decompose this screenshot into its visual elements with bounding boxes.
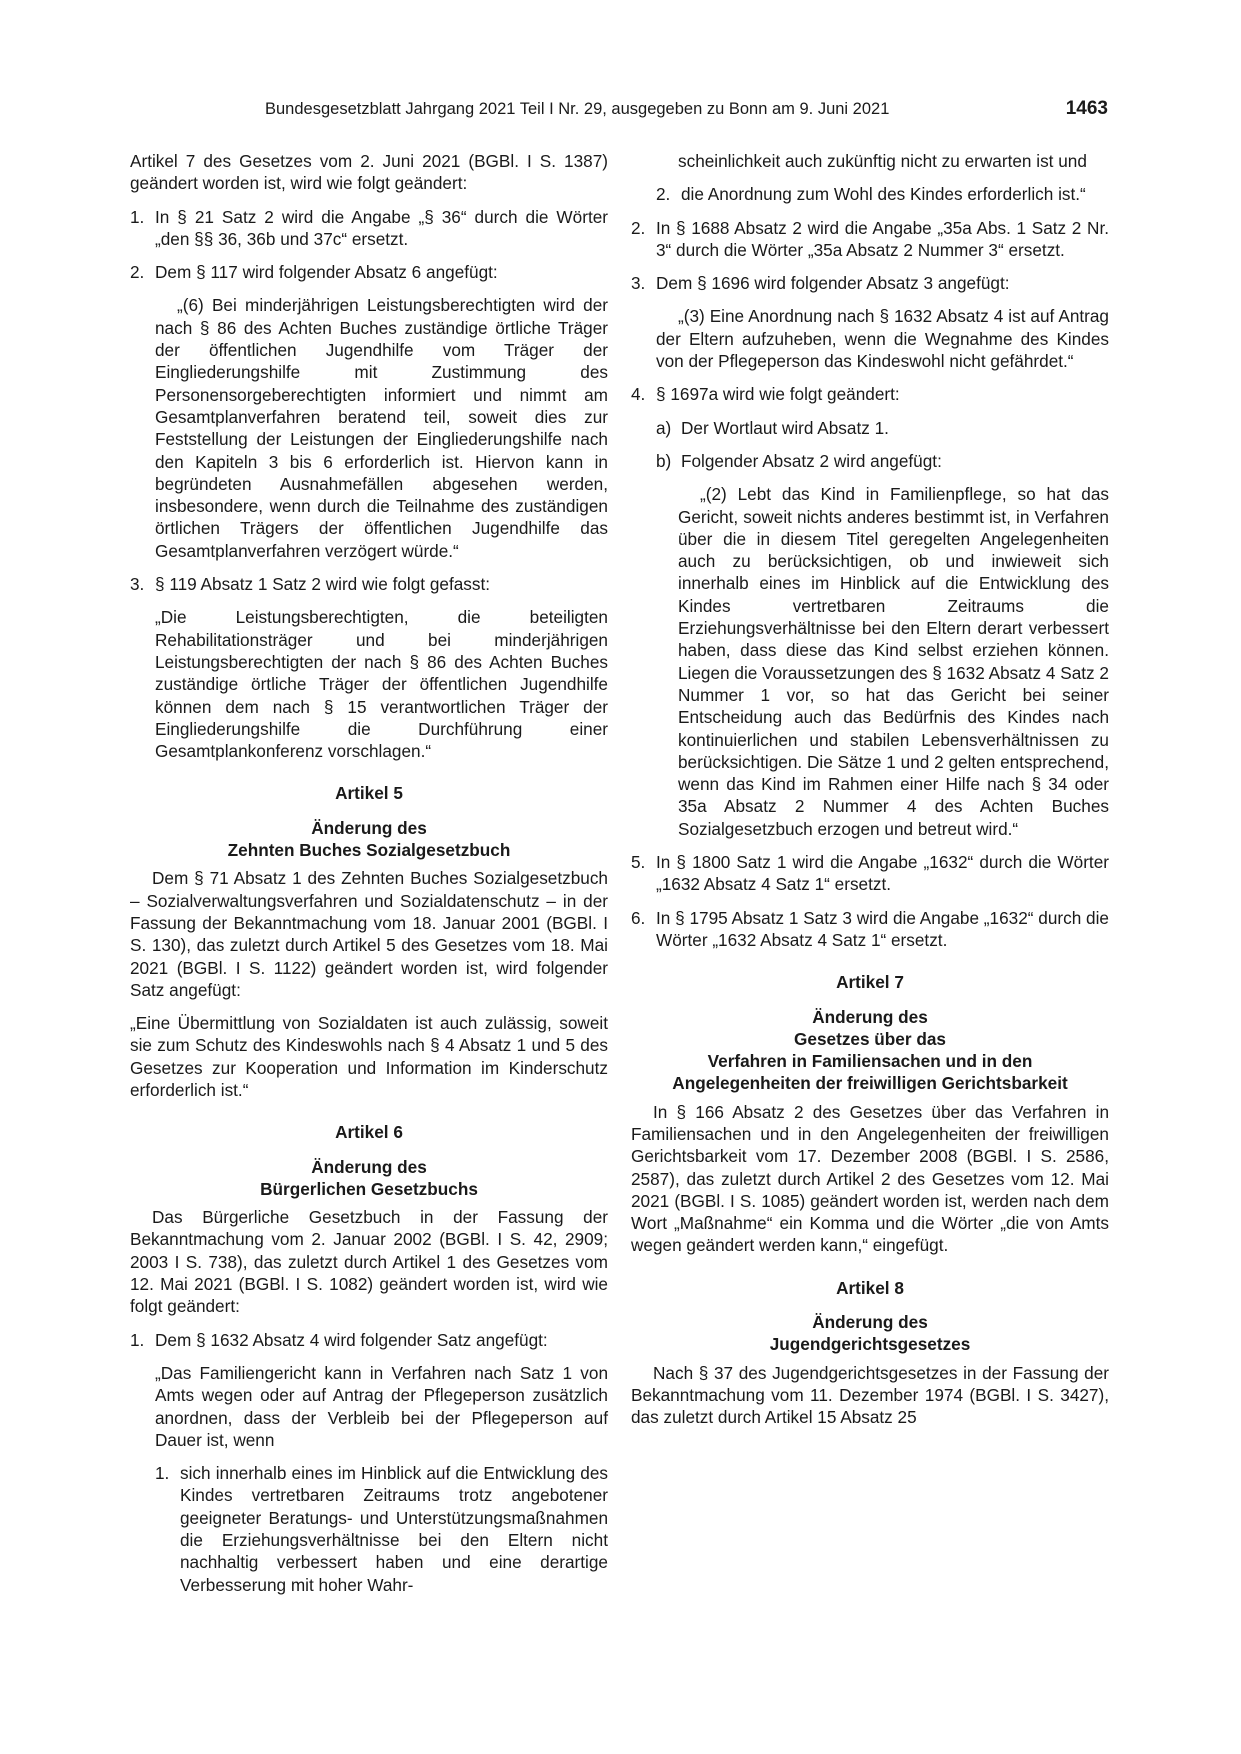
article-title: Jugendgerichtsgesetzes bbox=[769, 1334, 971, 1355]
article-title: Änderung des bbox=[812, 1312, 928, 1333]
list-item: 2. Dem § 117 wird folgender Absatz 6 angefügt: bbox=[130, 262, 498, 283]
running-header: Bundesgesetzblatt Jahrgang 2021 Teil I Nr. 29, ausgegeben zu Bonn am 9. Juni 2021 bbox=[265, 100, 890, 118]
article-body: Dem § 71 Absatz 1 des Zehnten Buches Sozialgesetzbuch – Sozialverwaltungsverfahren und Sozialdatenschutz – in der Fassung der Bekanntmachung vom 18. Januar 2001 (BGBl. I S. 130), das zuletzt durch Artikel 5 des Gesetzes vom 18. Mai 2021 (BGBl. I S. 1122) geändert worden ist, wird folgender Satz angefügt: bbox=[130, 868, 608, 1000]
article-heading: Artikel 7 bbox=[836, 972, 904, 993]
quoted-paragraph: „Das Familiengericht kann in Verfahren nach Satz 1 von Amts wegen oder auf Antrag der Pflegeperson zusätzlich anordnen, dass der Verbleib bei der Pflegeperson auf Dauer ist, wenn bbox=[155, 1362, 608, 1450]
article-title: Gesetzes über das bbox=[794, 1028, 946, 1049]
article-heading: Artikel 8 bbox=[836, 1277, 904, 1298]
list-item: 1. sich innerhalb eines im Hinblick auf die Entwicklung des Kindes vertretbaren Zeitraums trotz angebotener geeigneter Beratungs- und Unterstützungsmaßnahmen die Erziehungsverhältnisse bei den Eltern nicht nachhaltig verbessert haben und eine derartige Verbesserung mit hoher Wahr- bbox=[155, 1463, 608, 1595]
quoted-paragraph: „Die Leistungsberechtigten, die beteiligten Rehabilitationsträger und bei minderjährigen Leistungsberechtigten der nach § 86 des Achten Buches zuständige örtliche Träger der öffentlichen Jugendhilfe können dem nach § 15 verantwortlichen Träger der Eingliederungshilfe die Durchführung einer Gesamtplankonferenz vorschlagen.“ bbox=[155, 607, 608, 762]
article-heading: Artikel 6 bbox=[335, 1122, 403, 1143]
left-column bbox=[130, 150, 608, 1607]
article-title: Änderung des bbox=[311, 1156, 427, 1177]
article-title: Zehnten Buches Sozialgesetzbuch bbox=[227, 840, 511, 861]
article-title: Verfahren in Familiensachen und in den bbox=[707, 1051, 1033, 1072]
page-number: 1463 bbox=[1065, 98, 1108, 119]
list-item: 2. In § 1688 Absatz 2 wird die Angabe „35a Abs. 1 Satz 2 Nr. 3“ durch die Wörter „35a Absatz 2 Nummer 3“ ersetzt. bbox=[631, 217, 1109, 260]
article-title: Änderung des bbox=[311, 817, 427, 838]
article-body: Das Bürgerliche Gesetzbuch in der Fassung der Bekanntmachung vom 2. Januar 2002 (BGBl. I S. 42, 2909; 2003 I S. 738), das zuletzt durch Artikel 1 des Gesetzes vom 12. Mai 2021 (BGBl. I S. 1082) geändert worden ist, wird wie folgt geändert: bbox=[130, 1207, 608, 1317]
list-item: 6. In § 1795 Absatz 1 Satz 3 wird die Angabe „1632“ durch die Wörter „1632 Absatz 4 Satz 1“ ersetzt. bbox=[631, 907, 1109, 950]
list-item: a) Der Wortlaut wird Absatz 1. bbox=[656, 417, 889, 438]
article-body: In § 166 Absatz 2 des Gesetzes über das Verfahren in Familiensachen und in den Angelegenheiten der freiwilligen Gerichtsbarkeit vom 17. Dezember 2008 (BGBl. I S. 2586, 2587), das zuletzt durch Artikel 2 des Gesetzes vom 12. Mai 2021 (BGBl. I S. 1085) geändert worden ist, werden nach dem Wort „Maßnahme“ ein Komma und die Wörter „die von Amts wegen geändert werden kann,“ eingefügt. bbox=[631, 1101, 1109, 1256]
quoted-paragraph: „(2) Lebt das Kind in Familienpflege, so hat das Gericht, soweit nichts anderes bestimmt ist, in Verfahren über die in diesem Titel geregelten Angelegenheiten auch zu berücksichtigen, ob und inwieweit sich innerhalb eines im Hinblick auf die Entwicklung des Kindes vertretbaren Zeitraums die Erziehungsverhältnisse bei den Eltern derart verbessert haben, dass diese das Kind selbst erziehen können. Liegen die Voraussetzungen des § 1632 Absatz 4 Satz 2 Nummer 1 vor, so hat das Gericht bei seiner Entscheidung auch das Bedürfnis des Kindes nach kontinuierlichen und stabilen Lebensverhältnissen zu berücksichtigen. Die Sätze 1 und 2 gelten entsprechend, wenn das Kind im Rahmen einer Hilfe nach § 34 oder 35a Absatz 2 Nummer 4 des Achten Buches Sozialgesetzbuch erzogen und betreut wird.“ bbox=[678, 484, 1109, 839]
quoted-paragraph: „(6) Bei minderjährigen Leistungsberechtigten wird der nach § 86 des Achten Buches zuständige örtliche Träger der öffentlichen Jugendhilfe vom Träger der Eingliederungshilfe mit Zustimmung des Personensorgeberechtigten informiert und nimmt am Gesamtplanverfahren beratend teil, soweit dies zur Feststellung der Leistungen der Eingliederungshilfe nach den Kapiteln 3 bis 6 erforderlich ist. Hiervon kann in begründeten Ausnahmefällen abgesehen werden, insbesondere, wenn durch die Teilnahme des zuständigen örtlichen Trägers der öffentlichen Jugendhilfe das Gesamtplanverfahren verzögert würde.“ bbox=[155, 295, 608, 561]
article-heading: Artikel 5 bbox=[335, 783, 403, 804]
article-body: Nach § 37 des Jugendgerichtsgesetzes in der Fassung der Bekanntmachung vom 11. Dezember 1974 (BGBl. I S. 3427), das zuletzt durch Artikel 15 Absatz 25 bbox=[631, 1362, 1109, 1428]
quoted-paragraph: „(3) Eine Anordnung nach § 1632 Absatz 4 ist auf Antrag der Eltern aufzuheben, wenn die Wegnahme des Kindes von der Pflegeperson das Kindeswohl nicht gefährdet.“ bbox=[656, 306, 1109, 372]
quoted-paragraph: „Eine Übermittlung von Sozialdaten ist auch zulässig, soweit sie zum Schutz des Kindeswohls nach § 4 Absatz 1 und 5 des Gesetzes zur Kooperation und Information im Kinderschutz erforderlich ist.“ bbox=[130, 1013, 608, 1100]
continued-paragraph: scheinlichkeit auch zukünftig nicht zu erwarten ist und bbox=[678, 151, 1087, 171]
list-item: b) Folgender Absatz 2 wird angefügt: bbox=[656, 450, 942, 471]
list-item: 5. In § 1800 Satz 1 wird die Angabe „1632“ durch die Wörter „1632 Absatz 4 Satz 1“ ersetzt. bbox=[631, 852, 1109, 895]
list-item: 1. Dem § 1632 Absatz 4 wird folgender Satz angefügt: bbox=[130, 1329, 548, 1350]
article-title: Angelegenheiten der freiwilligen Gerichtsbarkeit bbox=[672, 1073, 1068, 1094]
intro-paragraph: Artikel 7 des Gesetzes vom 2. Juni 2021 (BGBl. I S. 1387) geändert worden ist, wird wie folgt geändert: bbox=[130, 151, 608, 194]
list-item: 1. In § 21 Satz 2 wird die Angabe „§ 36“ durch die Wörter „den §§ 36, 36b und 37c“ ersetzt. bbox=[130, 206, 608, 249]
list-item: 3. § 119 Absatz 1 Satz 2 wird wie folgt gefasst: bbox=[130, 574, 491, 595]
right-column bbox=[631, 150, 1109, 1429]
article-title: Bürgerlichen Gesetzbuchs bbox=[260, 1178, 478, 1199]
list-item: 2. die Anordnung zum Wohl des Kindes erforderlich ist.“ bbox=[656, 184, 1086, 205]
list-item: 4. § 1697a wird wie folgt geändert: bbox=[631, 384, 900, 405]
list-item: 3. Dem § 1696 wird folgender Absatz 3 angefügt: bbox=[631, 273, 1010, 294]
article-title: Änderung des bbox=[812, 1006, 928, 1027]
